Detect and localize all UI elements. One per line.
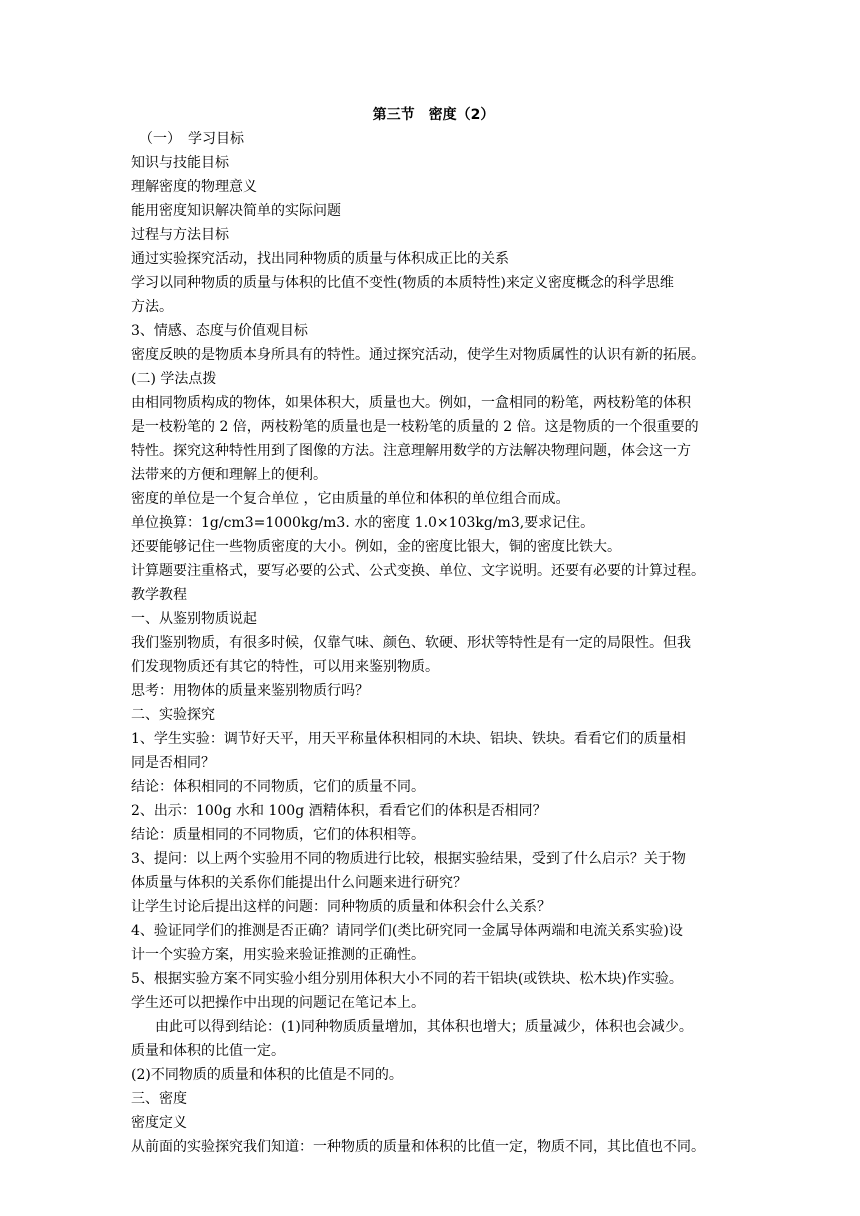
paragraph-line: 思考：用物体的质量来鉴别物质行吗？ [131, 683, 369, 699]
paragraph-line: 一、从鉴别物质说起 [131, 611, 257, 627]
paragraph-line: (2)不同物质的质量和体积的比值是不同的。 [131, 1067, 403, 1083]
paragraph-line: 我们鉴别物质，有很多时候，仅靠气味、颜色、软硬、形状等特性是有一定的局限性。但我 [131, 635, 691, 651]
paragraph-line: 5、根据实验方案不同实验小组分别用体积大小不同的若干铝块(或铁块、松木块)作实验。 [131, 971, 683, 987]
paragraph-line: 通过实验探究活动，找出同种物质的质量与体积成正比的关系 [131, 251, 509, 267]
paragraph-line: 密度反映的是物质本身所具有的特性。通过探究活动，使学生对物质属性的认识有新的拓展。 [131, 347, 705, 363]
paragraph-line: 让学生讨论后提出这样的问题：同种物质的质量和体积会什么关系？ [131, 899, 551, 915]
paragraph-line: 3、情感、态度与价值观目标 [131, 323, 308, 339]
paragraph-line: 同是否相同？ [131, 755, 215, 771]
document-title: 第三节 密度（2） [372, 107, 495, 123]
paragraph-line: 质量和体积的比值一定。 [131, 1043, 285, 1059]
paragraph-line: 由相同物质构成的物体，如果体积大，质量也大。例如，一盒相同的粉笔，两枝粉笔的体积 [131, 395, 691, 411]
section-heading-density: 三、密度 [131, 1091, 187, 1107]
paragraph-line: 3、提问：以上两个实验用不同的物质进行比较，根据实验结果，受到了什么启示？关于物 [131, 851, 686, 867]
paragraph-line: 密度定义 [131, 1115, 187, 1131]
paragraph-line: 理解密度的物理意义 [131, 179, 257, 195]
paragraph-line: 从前面的实验探究我们知道：一种物质的质量和体积的比值一定，物质不同，其比值也不同。 [131, 1139, 705, 1155]
section-heading-objectives: （一） 学习目标 [139, 131, 244, 147]
paragraph-line: 计一个实验方案，用实验来验证推测的正确性。 [131, 947, 425, 963]
paragraph-line: 是一枝粉笔的 2 倍，两枝粉笔的质量也是一枝粉笔的质量的 2 倍。这是物质的一个很重要的 [131, 419, 699, 435]
paragraph-line: 结论：质量相同的不同物质，它们的体积相等。 [131, 827, 425, 843]
paragraph-line: 学生还可以把操作中出现的问题记在笔记本上。 [131, 995, 425, 1011]
paragraph-line: 二、实验探究 [131, 707, 215, 723]
paragraph-line: 4、验证同学们的推测是否正确？请同学们(类比研究同一金属导体两端和电流关系实验)设 [131, 923, 683, 939]
paragraph-line: 学习以同种物质的质量与体积的比值不变性(物质的本质特性)来定义密度概念的科学思维 [131, 275, 674, 291]
section-heading-teaching: 教学教程 [131, 587, 187, 603]
paragraph-line: 体质量与体积的关系你们能提出什么问题来进行研究？ [131, 875, 467, 891]
paragraph-line: 们发现物质还有其它的特性，可以用来鉴别物质。 [131, 659, 439, 675]
document-page [131, 103, 736, 1159]
paragraph-line: 2、出示：100g 水和 100g 酒精体积，看看它们的体积是否相同？ [131, 803, 547, 819]
paragraph-line: 知识与技能目标 [131, 155, 229, 171]
paragraph-line: 结论：体积相同的不同物质，它们的质量不同。 [131, 779, 425, 795]
paragraph-line: 过程与方法目标 [131, 227, 229, 243]
paragraph-line: 特性。探究这种特性用到了图像的方法。注意理解用数学的方法解决物理问题，体会这一方 [131, 443, 691, 459]
paragraph-line: 由此可以得到结论：(1)同种物质质量增加，其体积也增大；质量减少，体积也会减少。 [155, 1019, 693, 1035]
paragraph-line: 法带来的方便和理解上的便利。 [131, 467, 327, 483]
paragraph-line: 计算题要注重格式，要写必要的公式、公式变换、单位、文字说明。还要有必要的计算过程。 [131, 563, 705, 579]
paragraph-line: 密度的单位是一个复合单位 ，它由质量的单位和体积的单位组合而成。 [131, 491, 570, 507]
paragraph-line: 能用密度知识解决简单的实际问题 [131, 203, 341, 219]
paragraph-line: 方法。 [131, 299, 173, 315]
paragraph-line: 1、学生实验：调节好天平，用天平称量体积相同的木块、铝块、铁块。看看它们的质量相 [131, 731, 686, 747]
section-heading-method: (二) 学法点拨 [131, 371, 217, 387]
paragraph-line: 还要能够记住一些物质密度的大小。例如，金的密度比银大，铜的密度比铁大。 [131, 539, 621, 555]
paragraph-line: 单位换算：1g/cm3=1000kg/m3. 水的密度 1.0×103kg/m3,要求记住。 [131, 515, 595, 531]
